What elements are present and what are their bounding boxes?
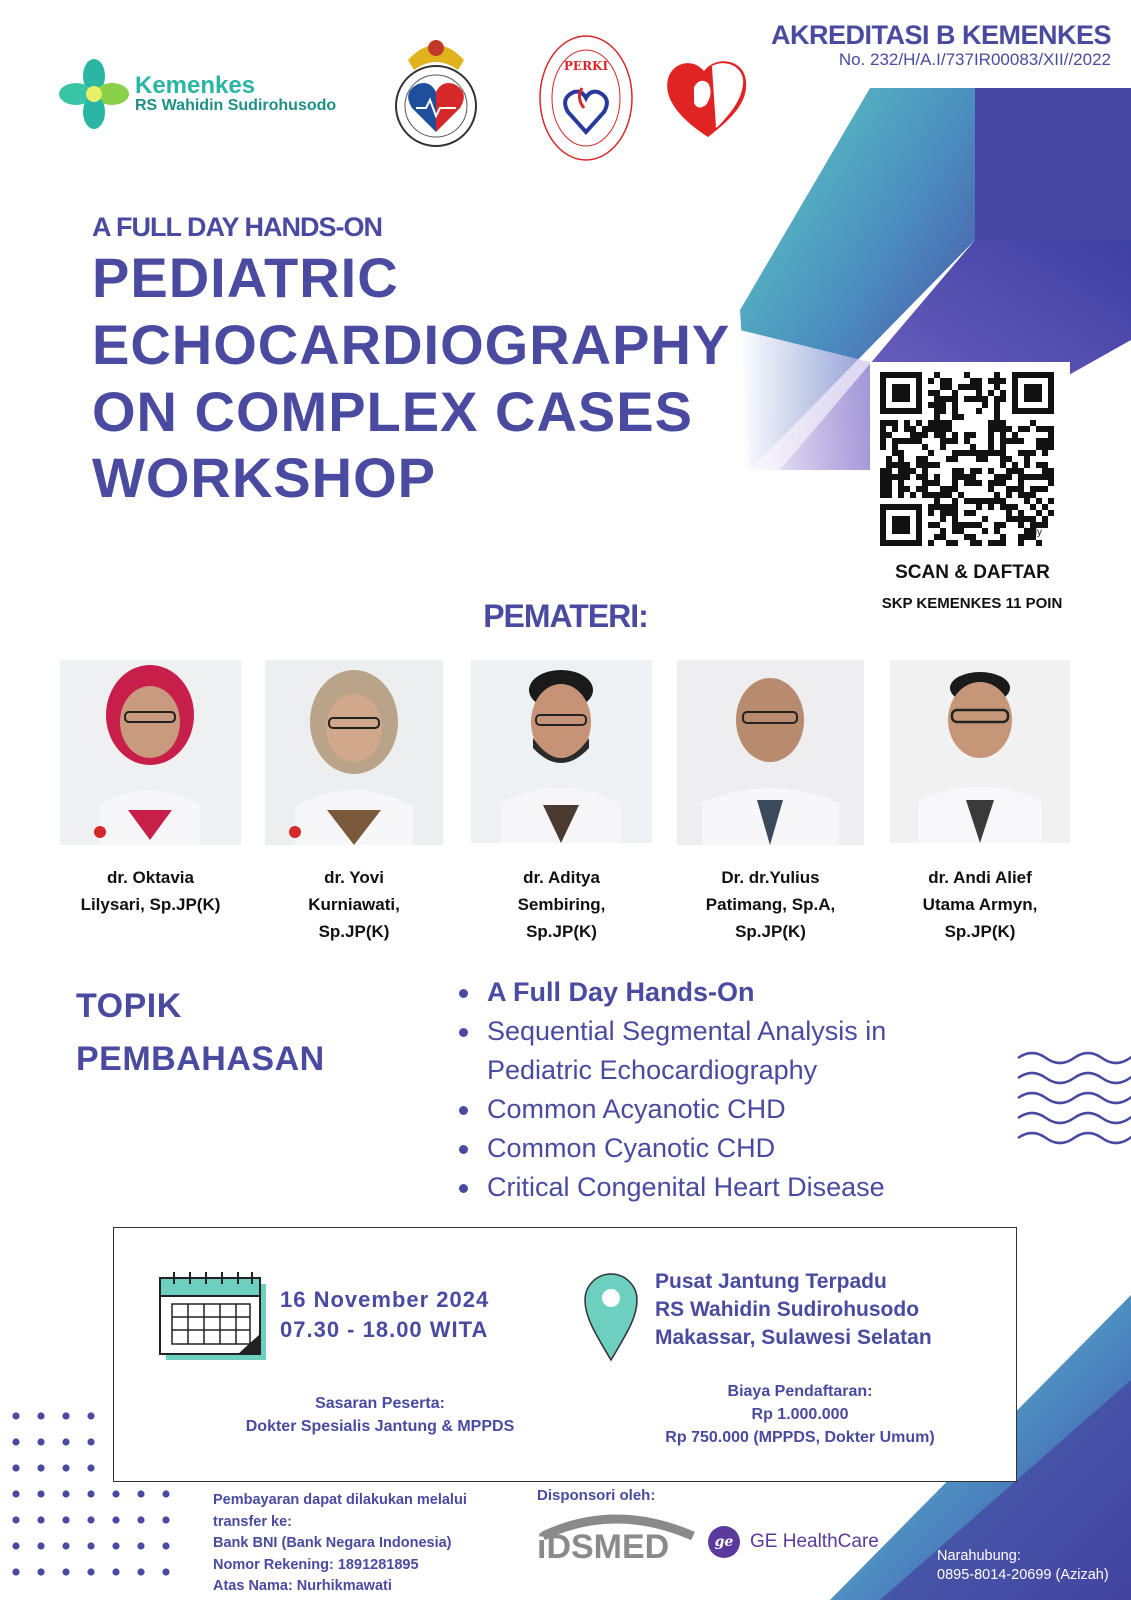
topic-item: Sequential Segmental Analysis in Pediatric Echocardiography <box>455 1012 1055 1090</box>
registration-qr-code[interactable] <box>870 362 1070 562</box>
perki-emblem-icon <box>538 32 634 164</box>
speaker-name: Dr. dr.Yulius Patimang, Sp.A, Sp.JP(K) <box>705 868 836 941</box>
topic-item: Critical Congenital Heart Disease <box>455 1168 1055 1207</box>
qr-bitly-label: bitly <box>1024 527 1042 538</box>
location-pin-icon <box>583 1272 639 1362</box>
speaker-name: dr. Andi Alief Utama Armyn, Sp.JP(K) <box>922 868 1038 941</box>
speaker-photo <box>890 660 1070 843</box>
registration-fee: Biaya Pendaftaran: Rp 1.000.000 Rp 750.000 (MPPDS, Dokter Umum) <box>665 1383 935 1446</box>
speaker-photo <box>471 660 652 843</box>
sponsors-label: Disponsori oleh: <box>537 1487 656 1504</box>
event-title-line-4: WORKSHOP <box>92 446 436 509</box>
idsmed-logo-text: iDSMED <box>537 1528 670 1562</box>
idsmed-logo-icon <box>537 1510 695 1562</box>
payment-info: Pembayaran dapat dilakukan melalui transfer ke: Bank BNI (Bank Negara Indonesia) Nomor Rekening: 1891281895 Atas Nama: Nurhikmawati <box>213 1492 467 1594</box>
event-date: 16 November 2024 07.30 - 18.00 WITA <box>280 1287 490 1342</box>
topics-list <box>455 973 1055 1207</box>
svg-text:PERKI: PERKI <box>563 59 609 73</box>
ge-logo-icon: ge <box>708 1526 740 1558</box>
target-participants: Sasaran Peserta: Dokter Spesialis Jantung & MPPDS <box>245 1395 515 1435</box>
skp-points-label: SKP KEMENKES 11 POIN <box>881 595 1063 612</box>
speaker-name: dr. Oktavia Lilysari, Sp.JP(K) <box>80 868 221 914</box>
accreditation-title: AKREDITASI B KEMENKES <box>770 20 1111 50</box>
event-title-line-3: ON COMPLEX CASES <box>92 380 693 443</box>
speaker-photo <box>677 660 864 845</box>
speaker-photo <box>60 660 241 845</box>
cardiology-department-emblem-icon <box>388 36 484 154</box>
topics-heading: TOPIK PEMBAHASAN <box>76 987 325 1078</box>
contact-info: Narahubung: 0895-8014-20699 (Azizah) <box>937 1548 1109 1583</box>
ge-healthcare-label: GE HealthCare <box>750 1531 879 1552</box>
topic-item: A Full Day Hands-On <box>455 973 1055 1012</box>
kemenkes-logo-icon <box>58 58 130 130</box>
speakers-heading: PEMATERI: <box>483 598 648 634</box>
event-venue: Pusat Jantung Terpadu RS Wahidin Sudirohusodo Makassar, Sulawesi Selatan <box>655 1270 932 1349</box>
calendar-icon <box>158 1272 270 1362</box>
speaker-photo <box>265 660 443 845</box>
kemenkes-logo-name: Kemenkes <box>135 72 256 99</box>
heart-association-logo-icon <box>664 55 752 139</box>
accreditation-number: No. 232/H/A.I/737IR00083/XII//2022 <box>838 50 1111 69</box>
speaker-name: dr. Aditya Sembiring, Sp.JP(K) <box>517 868 606 941</box>
event-title-line-2: ECHOCARDIOGRAPHY <box>92 313 731 376</box>
event-subtitle: A FULL DAY HANDS-ON <box>92 212 383 242</box>
kemenkes-logo-sub: RS Wahidin Sudirohusodo <box>135 97 337 114</box>
scan-register-label: SCAN & DAFTAR <box>895 562 1050 583</box>
topic-item: Common Cyanotic CHD <box>455 1129 1055 1168</box>
speaker-name: dr. Yovi Kurniawati, Sp.JP(K) <box>308 868 400 941</box>
topic-item: Common Acyanotic CHD <box>455 1090 1055 1129</box>
event-title-line-1: PEDIATRIC <box>92 246 399 309</box>
